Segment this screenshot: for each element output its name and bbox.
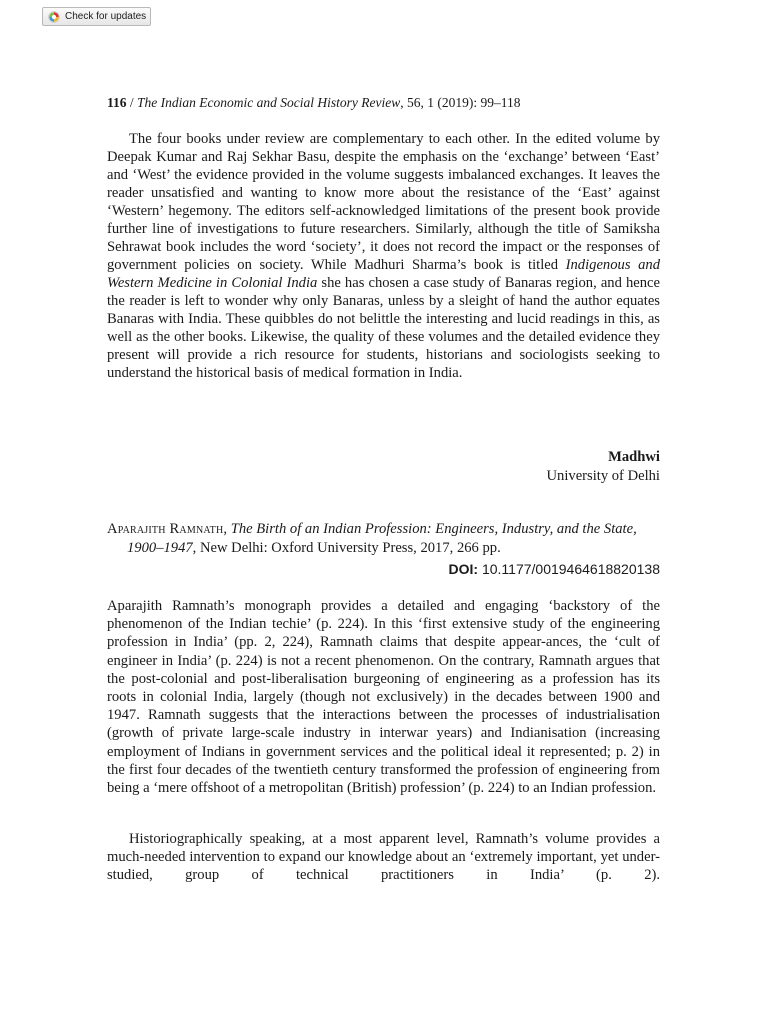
book-citation (107, 520, 660, 558)
doi-label: DOI: (448, 561, 479, 577)
reviewer-institution: University of Delhi (546, 468, 660, 484)
review1-text-part2: she has chosen a case study of Banaras region, and hence the reader is left to wonder why only Banaras, unless by a sleight of hand the author equates Banaras with India. These quibbles do not belittle the interesting and lucid readings in this, as well as the other books. Likewise, the quality of these volumes and the detailed evidence they present will provide a rich resource for students, historians and sociologists seeking to understand the historical basis of medical formation in India. (107, 275, 661, 381)
reviewer-name: Madhwi (608, 449, 660, 465)
review1-paragraph (107, 130, 660, 382)
review2-paragraph-1: Aparajith Ramnath’s monograph provides a detailed and engaging ‘backstory of the phenomenon of the Indian techie’ (p. 224). In this ‘first extensive study of the engineering profession in India’ (pp. 2, 224), Ramnath claims that despite appear-ances, the ‘cult of engineer in India’ (p. 224) is not a recent phenomenon. On the contrary, Ramnath argues that the post-colonial and post-liberalisation burgeoning of engineering as a profession has its roots in colonial India, largely (though not exclusively) in the decades between 1900 and 1947. Ramnath suggests that the interactions between the processes of industrialisation (growth of private large-scale industry in interwar years) and Indianisation (increasing employment of Indians in government services and the political ideal it represented; p. 2) in the first four decades of the twentieth century transformed the profession of engineering from being a ‘mere offshoot of a metropolitan (British) profession’ (p. 224) to an Indian profession. (107, 598, 660, 797)
journal-title: The Indian Economic and Social History Review (137, 95, 401, 110)
journal-issue: , 56, 1 (2019): 99–118 (400, 95, 521, 110)
running-head-separator: / (126, 95, 138, 110)
check-for-updates-badge[interactable] (42, 7, 151, 26)
citation-book-title: The Birth of an Indian Profession: Engineers, Industry, and the State, 1900–1947 (127, 521, 637, 556)
page-number: 116 (107, 95, 127, 110)
crossmark-icon (48, 11, 60, 23)
badge-label: Check for updates (65, 11, 147, 22)
doi[interactable] (449, 561, 661, 577)
running-head (107, 95, 667, 111)
citation-author: Aparajith Ramnath (107, 521, 224, 537)
review2-paragraph-2: Historiographically speaking, at a most apparent level, Ramnath’s volume provides a much-needed intervention to expand our knowledge about an ‘extremely important, yet under-studied, group of technical practitioners in India’ (p. 2). (107, 831, 660, 884)
review1-book-title: Indigenous and Western Medicine in Colonial India (107, 257, 660, 291)
citation-comma: , (223, 521, 231, 537)
citation-publication: , New Delhi: Oxford University Press, 2017, 266 pp. (192, 540, 501, 556)
doi-value[interactable]: 10.1177/0019464618820138 (478, 561, 660, 577)
review1-text-part1: The four books under review are complementary to each other. In the edited volume by Deepak Kumar and Raj Sekhar Basu, despite the emphasis on the ‘exchange’ between ‘East’ and ‘West’ the evidence provided in the volume suggests imbalanced exchanges. It leaves the reader unsatisfied and wanting to know more about the resistance of the ‘East’ against ‘Western’ hegemony. The editors self-acknowledged limitations of the present book provide further line of investigations to future researchers. Similarly, although the title of Samiksha Sehrawat book includes the word ‘society’, it does not record the impact or the responses of government policies on society. While Madhuri Sharma’s book is titled (107, 131, 660, 273)
